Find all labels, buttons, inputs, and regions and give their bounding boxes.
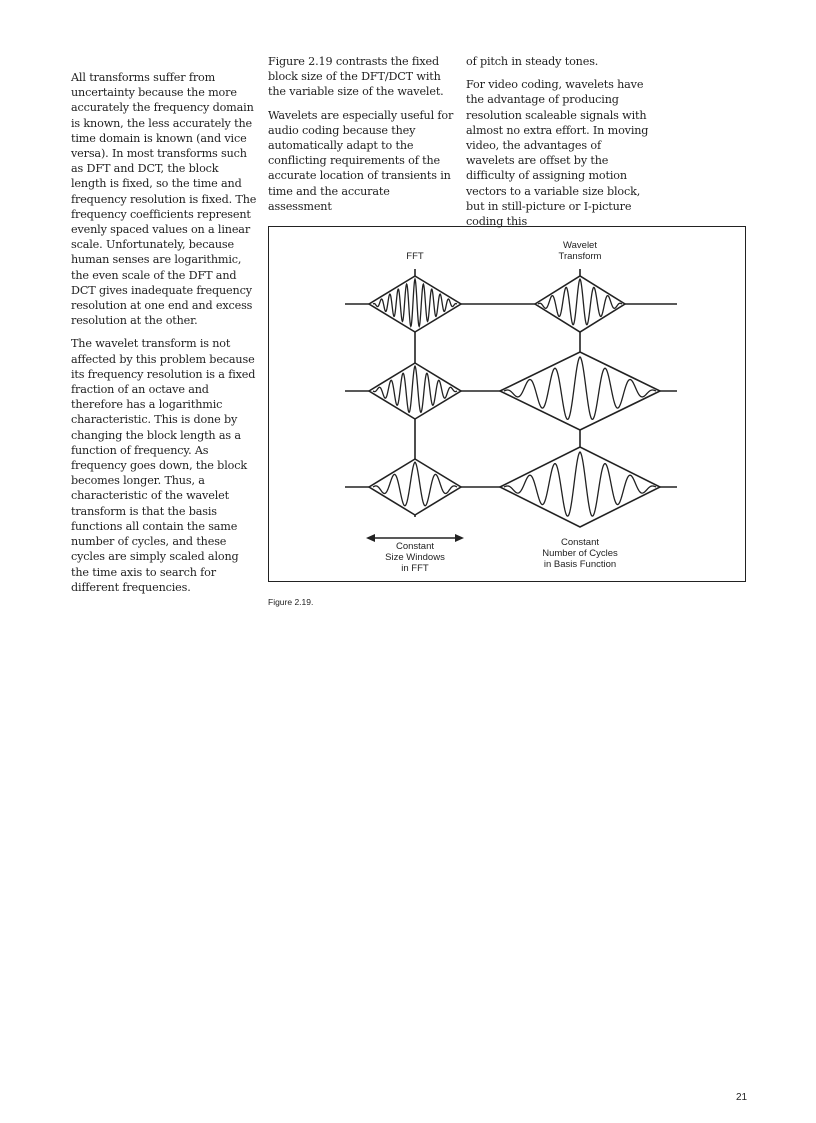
arrow-head-left — [366, 534, 375, 542]
wavelet-vs-fft-diagram — [269, 227, 747, 583]
wavelet-window-row-3 — [500, 447, 660, 527]
wavelet-window-row-2 — [500, 352, 660, 430]
fft-window-row-3 — [369, 459, 461, 515]
paragraph: Figure 2.19 contrasts the fixed block size of the DFT/DCT with the variable size of the wavelet. — [268, 55, 444, 99]
arrow-head-right — [455, 534, 464, 542]
paragraph: For video coding, wavelets have the advantage of producing resolution scaleable signals with almost no extra effort. In moving video, the advantages of wavelets are offset by the difficulty of assigning motion vectors to a variable size block, but in still-picture or I-picture coding this — [466, 78, 649, 229]
fft-label: FFT — [406, 251, 424, 262]
fft-window-row-1 — [369, 276, 461, 332]
paragraph: The wavelet transform is not affected by this problem because its frequency resolution is a fixed fraction of an octave and therefore has a logarithmic characteristic. This is done by changing the block length as a function of frequency. As frequency goes down, the block becomes longer. Thus, a characteristic of the wavelet transform is that the basis functions all contain the same number of cycles, and these cycles are simply scaled along the time axis to search for different frequencies. — [71, 337, 256, 594]
left-caption-line-2: Size Windows — [385, 552, 445, 563]
text-column-2 — [268, 54, 454, 222]
left-caption-line-3: in FFT — [401, 563, 429, 574]
constant-size-caption — [385, 541, 445, 574]
right-caption-line-1: Constant — [560, 537, 600, 548]
page-number: 21 — [736, 1092, 748, 1103]
wavelet-label-line-2: Transform — [558, 251, 602, 262]
wavelet-label — [559, 240, 602, 262]
paragraph: of pitch in steady tones. — [466, 55, 599, 68]
paragraph: Wavelets are especially useful for audio coding because they automatically adapt to the conflicting requirements of the accurate location of transients in time and the accurate assessment — [268, 108, 454, 213]
left-caption-line-1: Constant — [395, 541, 435, 552]
paragraph: All transforms suffer from uncertainty because the more accurately the frequency domain is known, the less accurately the time domain is known (and vice versa). In most transforms such as DFT and DCT, the block length is fixed, so the time and frequency resolution is fixed. The frequency coefficients represent evenly spaced values on a linear scale. Unfortunately, because human senses are logarithmic, the even scale of the DFT and DCT gives inadequate frequency resolution at one end and excess resolution at the other. — [71, 71, 257, 328]
text-column-1 — [71, 70, 257, 603]
figure-2-19 — [268, 226, 746, 582]
wavelet-label-line-1: Wavelet — [563, 240, 597, 251]
right-caption-line-2: Number of Cycles — [542, 548, 618, 559]
fft-window-row-2 — [369, 363, 461, 419]
right-caption-line-3: in Basis Function — [543, 559, 617, 570]
text-column-3 — [466, 54, 652, 237]
constant-cycles-caption — [542, 537, 618, 570]
figure-caption: Figure 2.19. — [268, 597, 314, 607]
